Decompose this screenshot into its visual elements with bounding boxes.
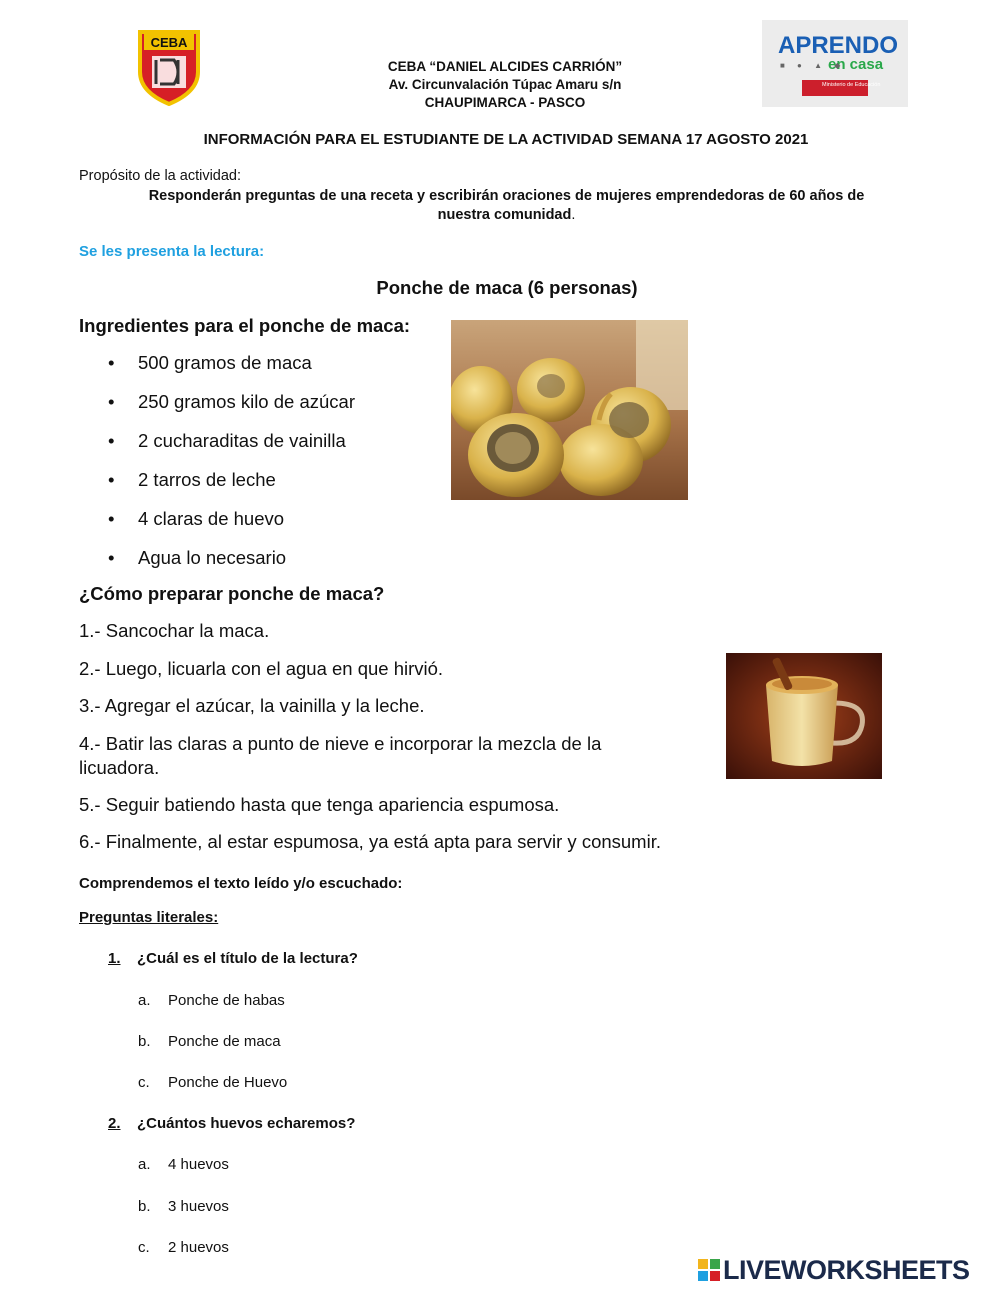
ingredient-item: • 500 gramos de maca: [108, 352, 312, 373]
aprendo-en-casa-logo: [762, 20, 908, 107]
question-1-number: 1.: [108, 950, 121, 967]
comprehension-heading: Comprendemos el texto leído y/o escuchado:: [79, 875, 403, 892]
school-name: CEBA “DANIEL ALCIDES CARRIÓN”: [387, 59, 623, 74]
question-1: [108, 950, 358, 967]
step-4-continued: licuadora.: [79, 757, 160, 778]
purpose-line-2: nuestra comunidad: [437, 207, 572, 223]
ingredient-item: • 250 gramos kilo de azúcar: [108, 391, 355, 412]
aprendo-text: APRENDO: [778, 32, 899, 59]
steps-heading: ¿Cómo preparar ponche de maca?: [79, 583, 385, 604]
ingredient-item: • 4 claras de huevo: [108, 508, 285, 529]
reading-intro: Se les presenta la lectura:: [79, 243, 265, 260]
ingredient-item: • 2 cucharaditas de vainilla: [108, 430, 346, 451]
color-dots: ■ ● ▲ ◆: [780, 61, 846, 70]
question-1-option-c[interactable]: c. Ponche de Huevo: [138, 1074, 288, 1091]
school-city: CHAUPIMARCA - PASCO: [424, 95, 586, 110]
question-2-number: 2.: [108, 1115, 121, 1132]
purpose-label: Propósito de la actividad:: [79, 168, 242, 184]
ingredient-item: • 2 tarros de leche: [108, 469, 276, 490]
question-1-option-a[interactable]: a. Ponche de habas: [138, 992, 285, 1009]
question-2: [108, 1115, 355, 1132]
en-casa-text: en casa: [828, 56, 884, 73]
purpose-period: .: [571, 207, 576, 223]
step-4: 4.- Batir las claras a punto de nieve e incorporar la mezcla de la: [79, 733, 602, 754]
step-3: 3.- Agregar el azúcar, la vainilla y la leche.: [79, 695, 425, 716]
step-5: 5.- Seguir batiendo hasta que tenga apariencia espumosa.: [79, 794, 560, 815]
step-2: 2.- Luego, licuarla con el agua en que hirvió.: [79, 658, 444, 679]
ingredient-item: • Agua lo necesario: [108, 547, 287, 568]
question-1-text: ¿Cuál es el título de la lectura?: [137, 950, 358, 967]
purpose-text: [79, 187, 934, 225]
ingredients-heading: Ingredientes para el ponche de maca:: [79, 315, 411, 336]
literal-questions-heading: Preguntas literales:: [79, 909, 219, 926]
step-6: 6.- Finalmente, al estar espumosa, ya está apta para servir y consumir.: [79, 831, 661, 852]
question-2-option-b[interactable]: b. 3 huevos: [138, 1198, 229, 1215]
ceba-logo: [134, 26, 204, 106]
step-1: 1.- Sancochar la maca.: [79, 620, 270, 641]
question-1-option-b[interactable]: b. Ponche de maca: [138, 1033, 281, 1050]
question-2-option-a[interactable]: a. 4 huevos: [138, 1156, 229, 1173]
school-header: [300, 58, 710, 112]
school-address: Av. Circunvalación Túpac Amaru s/n: [388, 77, 622, 92]
maca-roots-photo: [451, 320, 688, 500]
question-2-option-c[interactable]: c. 2 huevos: [138, 1239, 229, 1256]
document-title: INFORMACIÓN PARA EL ESTUDIANTE DE LA ACTIVIDAD SEMANA 17 AGOSTO 2021: [203, 131, 809, 148]
recipe-title: Ponche de maca (6 personas): [376, 277, 638, 298]
minedu-text: Ministerio de Educación: [822, 82, 881, 88]
ponche-drink-photo: [726, 653, 882, 779]
liveworksheets-logo-icon: [698, 1259, 720, 1281]
purpose-line-1: Responderán preguntas de una receta y escribirán oraciones de mujeres emprendedoras de 60 años de: [148, 188, 865, 204]
liveworksheets-text: LIVEWORKSHEETS: [723, 1255, 970, 1285]
question-2-text: ¿Cuántos huevos echaremos?: [137, 1115, 356, 1132]
ceba-logo-text: CEBA: [150, 35, 188, 50]
